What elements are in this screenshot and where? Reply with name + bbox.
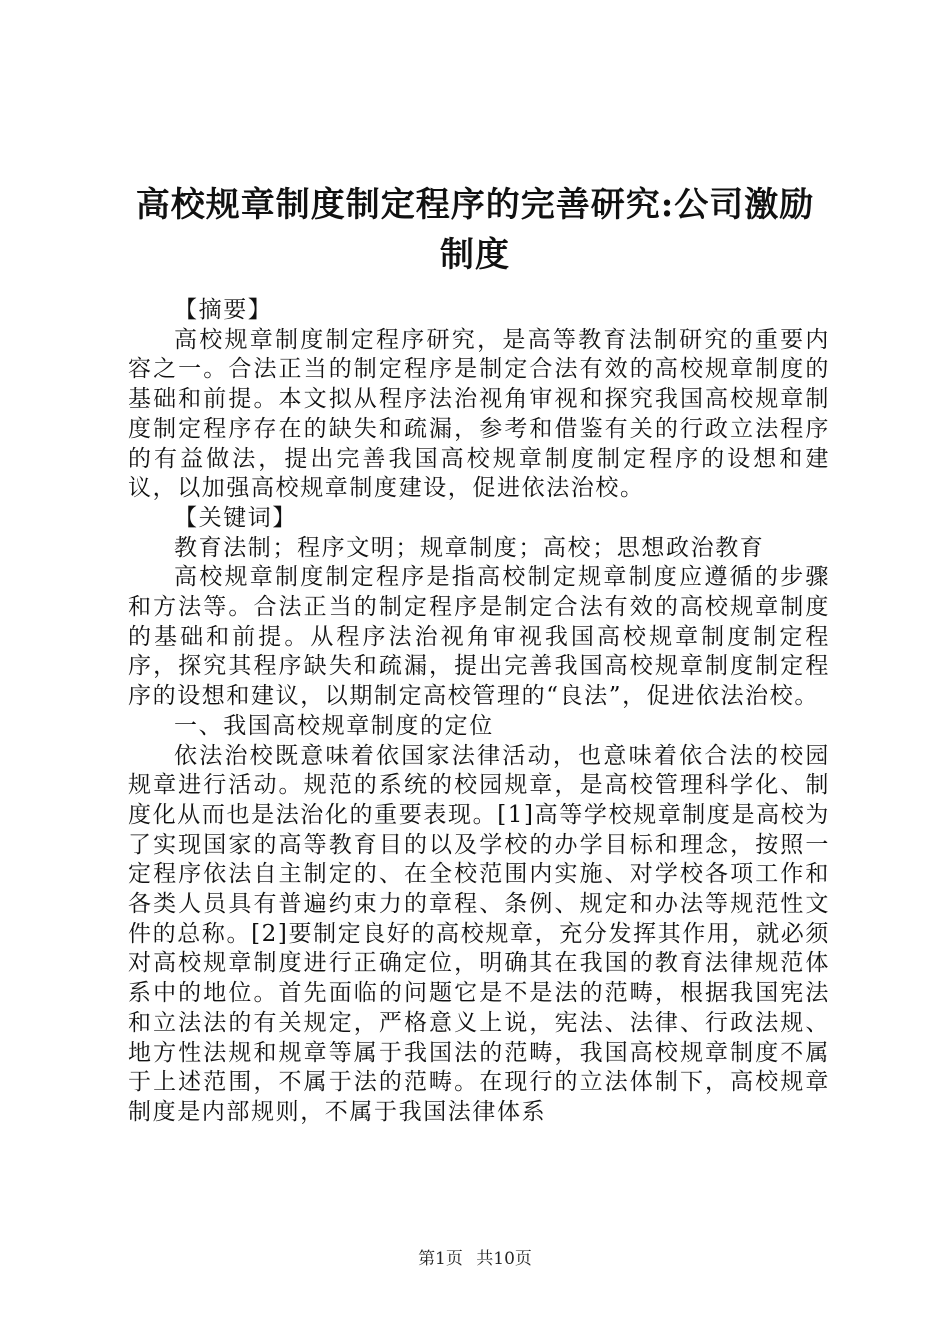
document-title bbox=[120, 180, 830, 280]
page-number: 第1页 bbox=[418, 1249, 463, 1269]
keywords-list: 教育法制；程序文明；规章制度；高校；思想政治教育 bbox=[174, 534, 765, 561]
section-heading: 一、我国高校规章制度的定位 bbox=[174, 712, 494, 739]
document-body bbox=[128, 296, 830, 1128]
keywords-heading: 【关键词】 bbox=[174, 504, 297, 531]
title-line-1: 高校规章制度制定程序的完善研究:公司激励 bbox=[135, 185, 815, 225]
page-total: 共10页 bbox=[476, 1249, 532, 1269]
page-footer bbox=[0, 1244, 950, 1269]
intro-paragraph: 高校规章制度制定程序是指高校制定规章制度应遵循的步骤和方法等。合法正当的制定程序是制定合法有效的高校规章制度的基础和前提。从程序法治视角审视我国高校规章制度制定程序，探究其程序缺失和疏漏，提出完善我国高校规章制度制定程序的设想和建议，以期制定高校管理的“良法”，促进依法治校。 bbox=[128, 564, 830, 710]
abstract-paragraph: 高校规章制度制定程序研究，是高等教育法制研究的重要内容之一。合法正当的制定程序是制定合法有效的高校规章制度的基础和前提。本文拟从程序法治视角审视和探究我国高校规章制度制定程序存在的缺失和疏漏，参考和借鉴有关的行政立法程序的有益做法，提出完善我国高校规章制度制定程序的设想和建议，以加强高校规章制度建设，促进依法治校。 bbox=[128, 326, 830, 502]
title-line-2: 制度 bbox=[440, 235, 510, 275]
abstract-heading: 【摘要】 bbox=[174, 297, 273, 323]
section-paragraph: 依法治校既意味着依国家法律活动，也意味着依合法的校园规章进行活动。规范的系统的校园规章，是高校管理科学化、制度化从而也是法治化的重要表现。[1]高等学校规章制度是高校为了实现国家的高等教育目的以及学校的办学目标和理念，按照一定程序依法自主制定的、在全校范围内实施、对学校各项工作和各类人员具有普遍约束力的章程、条例、规定和办法等规范性文件的总称。[2]要制定良好的高校规章，充分发挥其作用，就必须对高校规章制度进行正确定位，明确其在我国的教育法律规范体系中的地位。首先面临的问题它是不是法的范畴，根据我国宪法和立法法的有关规定，严格意义上说，宪法、法律、行政法规、地方性法规和规章等属于我国法的范畴，我国高校规章制度不属于上述范围，不属于法的范畴。在现行的立法体制下，高校规章制度是内部规则，不属于我国法律体系 bbox=[128, 742, 830, 1125]
